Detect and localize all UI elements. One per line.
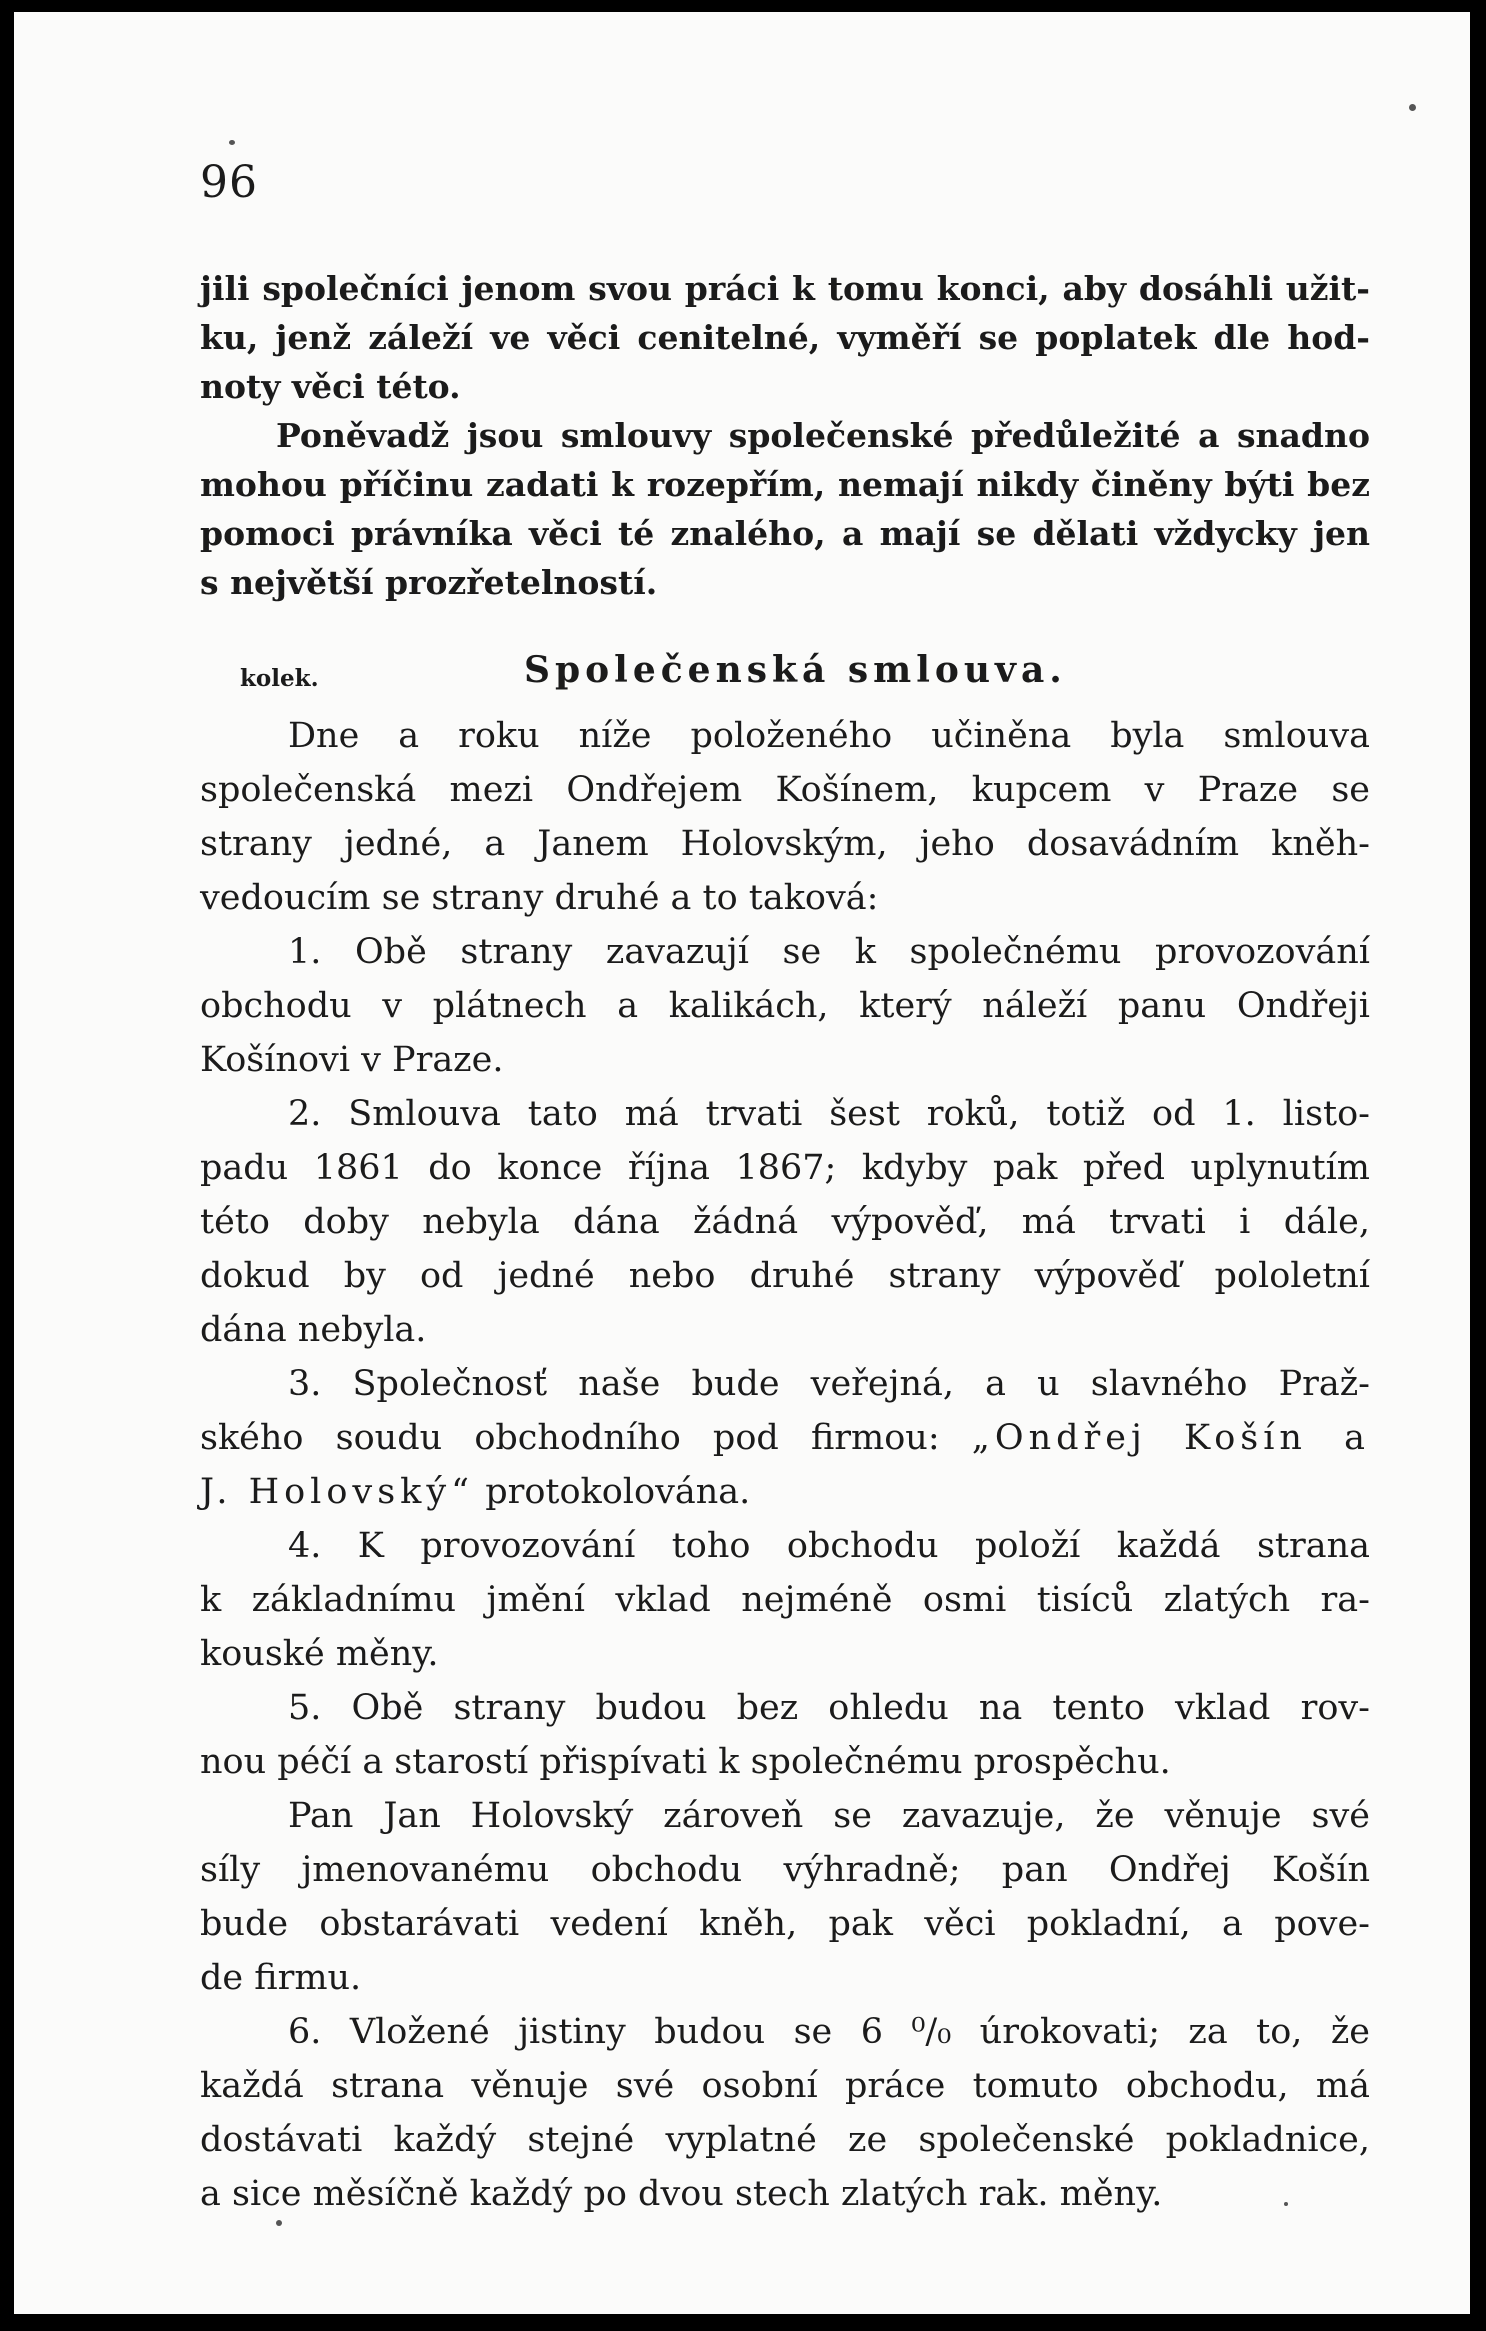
text-line: padu 1861 do konce října 1867; kdyby pak před uplynutím [200, 1148, 1370, 1188]
book-page [14, 12, 1470, 2314]
text-line: a sice měsíčně každý po dvou stech zlatých rak. měny. [200, 2174, 1163, 2214]
text-line: noty věci této. [200, 367, 461, 406]
firm-name-end: J. Holovský“ [200, 1472, 475, 1512]
text-line: k základnímu jmění vklad nejméně osmi tisíců zlatých ra- [200, 1580, 1370, 1620]
text-line: Poněvadž jsou smlouvy společenské předůležité a snadno [276, 416, 1370, 455]
text-line: této doby nebyla dána žádná výpověď, má trvati i dále, [200, 1202, 1370, 1242]
clause-4: 4. K provozování toho obchodu položí každá strana [288, 1526, 1370, 1566]
clause-5: 5. Obě strany budou bez ohledu na tento vklad rov- [288, 1688, 1370, 1728]
contract-text [200, 709, 1370, 2221]
text-line: každá strana věnuje své osobní práce tomuto obchodu, má [200, 2066, 1370, 2106]
text-line: mohou příčinu zadati k rozepřím, nemají nikdy činěny býti bez [200, 465, 1370, 504]
text-fragment: protokolována. [485, 1472, 751, 1512]
text-line: bude obstarávati vedení kněh, pak věci pokladní, a pove- [200, 1904, 1370, 1944]
text-line: síly jmenovanému obchodu výhradně; pan Ondřej Košín [200, 1850, 1370, 1890]
text-line: s největší prozřetelností. [200, 563, 658, 602]
text-line: vedoucím se strany druhé a to taková: [200, 878, 879, 918]
speck [229, 140, 235, 145]
text-line: nou péčí a starostí přispívati k společnému prospěchu. [200, 1742, 1171, 1782]
text-line: pomoci právníka věci té znalého, a mají se dělati vždycky jen [200, 514, 1370, 553]
text-line [200, 1465, 1370, 1519]
text-line: Pan Jan Holovský zároveň se zavazuje, že věnuje své [288, 1796, 1370, 1836]
text-line: dokud by od jedné nebo druhé strany výpověď pololetní [200, 1256, 1370, 1296]
text-line: Dne a roku níže položeného učiněna byla smlouva [288, 716, 1370, 756]
text-line: Košínovi v Praze. [200, 1040, 504, 1080]
text-line: společenská mezi Ondřejem Košínem, kupcem v Praze se [200, 770, 1370, 810]
text-line: jili společníci jenom svou práci k tomu konci, aby dosáhli užit- [200, 269, 1370, 308]
stamp-label: kolek. [240, 665, 319, 692]
contract-title: Společenská smlouva. [524, 649, 1067, 691]
section-heading [200, 649, 1370, 709]
firm-name: „Ondřej Košín a [971, 1418, 1370, 1458]
page-body [200, 264, 1370, 2221]
clause-3: 3. Společnosť naše bude veřejná, a u slavného Praž- [288, 1364, 1370, 1404]
text-line: dána nebyla. [200, 1310, 427, 1350]
clause-2: 2. Smlouva tato má trvati šest roků, totiž od 1. listo- [288, 1094, 1370, 1134]
text-line [200, 1411, 1370, 1465]
text-line: dostávati každý stejné vyplatné ze společenské pokladnice, [200, 2120, 1370, 2160]
text-line: ku, jenž záleží ve věci cenitelné, vyměří se poplatek dle hod- [200, 318, 1370, 357]
clause-1: 1. Obě strany zavazují se k společnému provozování [288, 932, 1370, 972]
text-line: kouské měny. [200, 1634, 439, 1674]
intro-paragraphs [200, 264, 1370, 607]
clause-6: 6. Vložené jistiny budou se 6 ⁰/₀ úrokovati; za to, že [288, 2012, 1370, 2052]
text-fragment: ského soudu obchodního pod firmou: [200, 1418, 940, 1458]
text-line: de firmu. [200, 1958, 362, 1998]
text-line: obchodu v plátnech a kalikách, který náleží panu Ondřeji [200, 986, 1370, 1026]
page-number: 96 [200, 157, 258, 208]
text-line: strany jedné, a Janem Holovským, jeho dosavádním kněh- [200, 824, 1370, 864]
speck [1409, 104, 1416, 111]
